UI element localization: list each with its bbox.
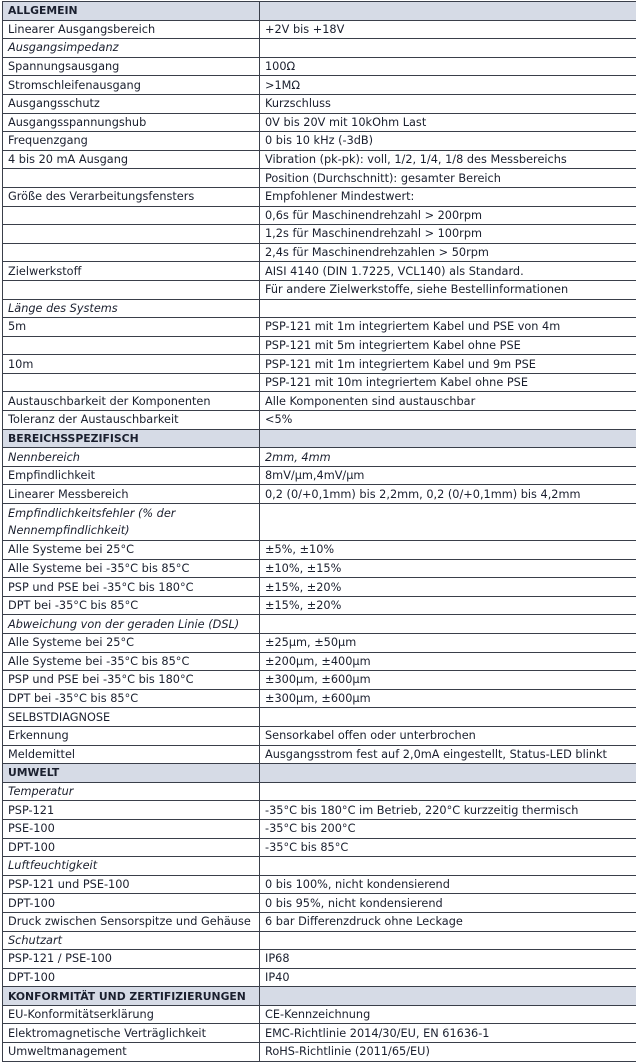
spec-row: [3, 894, 636, 913]
spec-label-cell: Stromschleifenausgang: [3, 76, 260, 95]
spec-row: [3, 150, 636, 169]
spec-row: [3, 838, 636, 857]
spec-row: [3, 76, 636, 95]
spec-label-cell: [3, 206, 260, 225]
spec-row: [3, 355, 636, 374]
spec-label-cell: UMWELT: [3, 764, 260, 783]
spec-value-cell: 0V bis 20V mit 10kOhm Last: [260, 113, 636, 132]
spec-label-cell: Ausgangsspannungshub: [3, 113, 260, 132]
section-header-row: [3, 764, 636, 783]
spec-value-cell: [260, 931, 636, 950]
spec-value-cell: >1MΩ: [260, 76, 636, 95]
spec-row: [3, 466, 636, 485]
spec-value-cell: 0 bis 95%, nicht kondensierend: [260, 894, 636, 913]
spec-row: [3, 1043, 636, 1062]
spec-label-cell: DPT-100: [3, 968, 260, 987]
spec-label-cell: Alle Systeme bei 25°C: [3, 541, 260, 560]
spec-row: [3, 634, 636, 653]
spec-row: [3, 113, 636, 132]
spec-row: [3, 801, 636, 820]
spec-label-cell: Größe des Verarbeitungsfensters: [3, 187, 260, 206]
spec-row: [3, 448, 636, 467]
spec-value-cell: [260, 764, 636, 783]
spec-row: [3, 1005, 636, 1024]
spec-row: [3, 541, 636, 560]
spec-row: [3, 652, 636, 671]
spec-value-cell: Vibration (pk-pk): voll, 1/2, 1/4, 1/8 des Messbereichs: [260, 150, 636, 169]
spec-value-cell: [260, 39, 636, 58]
spec-row: [3, 280, 636, 299]
spec-value-cell: -35°C bis 200°C: [260, 819, 636, 838]
spec-label-cell: PSP-121 / PSE-100: [3, 950, 260, 969]
spec-row: [3, 392, 636, 411]
spec-value-cell: EMC-Richtlinie 2014/30/EU, EN 61636-1: [260, 1024, 636, 1043]
spec-label-cell: [3, 373, 260, 392]
spec-label-cell: Toleranz der Austauschbarkeit: [3, 411, 260, 430]
spec-value-cell: [260, 615, 636, 634]
spec-value-cell: [260, 429, 636, 448]
spec-value-cell: PSP-121 mit 1m integriertem Kabel und PSE von 4m: [260, 318, 636, 337]
spec-label-cell: DPT bei -35°C bis 85°C: [3, 596, 260, 615]
spec-value-cell: [260, 708, 636, 727]
spec-value-cell: 0 bis 100%, nicht kondensierend: [260, 875, 636, 894]
spec-value-cell: -35°C bis 180°C im Betrieb, 220°C kurzzeitig thermisch: [260, 801, 636, 820]
spec-label-cell: PSP-121: [3, 801, 260, 820]
spec-row: [3, 726, 636, 745]
spec-row: [3, 671, 636, 690]
spec-label-cell: [3, 169, 260, 188]
spec-label-cell: [3, 225, 260, 244]
spec-label-cell: 4 bis 20 mA Ausgang: [3, 150, 260, 169]
spec-label-cell: Schutzart: [3, 931, 260, 950]
spec-value-cell: Sensorkabel offen oder unterbrochen: [260, 726, 636, 745]
spec-label-cell: [3, 280, 260, 299]
spec-label-cell: Druck zwischen Sensorspitze und Gehäuse: [3, 912, 260, 931]
spec-label-cell: KONFORMITÄT UND ZERTIFIZIERUNGEN: [3, 987, 260, 1006]
spec-value-cell: <5%: [260, 411, 636, 430]
spec-value-cell: ±5%, ±10%: [260, 541, 636, 560]
spec-value-cell: Ausgangsstrom fest auf 2,0mA eingestellt, Status-LED blinkt: [260, 745, 636, 764]
spec-value-cell: ±25µm, ±50µm: [260, 634, 636, 653]
spec-label-cell: Zielwerkstoff: [3, 262, 260, 281]
spec-row: [3, 689, 636, 708]
subheading-row: [3, 39, 636, 58]
spec-label-cell: Linearer Messbereich: [3, 485, 260, 504]
spec-label-cell: EU-Konformitätserklärung: [3, 1005, 260, 1024]
spec-row: [3, 1024, 636, 1043]
spec-row: [3, 875, 636, 894]
spec-label-cell: Luftfeuchtigkeit: [3, 857, 260, 876]
spec-value-cell: AISI 4140 (DIN 1.7225, VCL140) als Standard.: [260, 262, 636, 281]
spec-label-cell: DPT-100: [3, 838, 260, 857]
spec-value-cell: ±300µm, ±600µm: [260, 671, 636, 690]
spec-label-cell: Alle Systeme bei -35°C bis 85°C: [3, 559, 260, 578]
spec-label-cell: Empfindlichkeit: [3, 466, 260, 485]
spec-value-cell: 100Ω: [260, 57, 636, 76]
spec-label-cell: ALLGEMEIN: [3, 2, 260, 21]
spec-label-cell: Meldemittel: [3, 745, 260, 764]
spec-label-cell: DPT-100: [3, 894, 260, 913]
spec-row: [3, 912, 636, 931]
spec-value-cell: [260, 857, 636, 876]
spec-label-cell: Umweltmanagement: [3, 1043, 260, 1062]
spec-value-cell: 8mV/µm,4mV/µm: [260, 466, 636, 485]
subheading-row: [3, 857, 636, 876]
spec-label-cell: Alle Systeme bei 25°C: [3, 634, 260, 653]
spec-value-cell: PSP-121 mit 5m integriertem Kabel ohne PSE: [260, 336, 636, 355]
spec-row: [3, 243, 636, 262]
spec-value-cell: [260, 782, 636, 801]
spec-value-cell: ±300µm, ±600µm: [260, 689, 636, 708]
spec-label-cell: PSP und PSE bei -35°C bis 180°C: [3, 578, 260, 597]
spec-row: [3, 596, 636, 615]
section-header-row: [3, 987, 636, 1006]
spec-value-cell: ±10%, ±15%: [260, 559, 636, 578]
spec-value-cell: Alle Komponenten sind austauschbar: [260, 392, 636, 411]
spec-row: [3, 57, 636, 76]
spec-label-cell: [3, 336, 260, 355]
spec-value-cell: Empfohlener Mindestwert:: [260, 187, 636, 206]
spec-value-cell: 2mm, 4mm: [260, 448, 636, 467]
spec-value-cell: [260, 2, 636, 21]
spec-label-cell: PSE-100: [3, 819, 260, 838]
spec-label-cell: PSP-121 und PSE-100: [3, 875, 260, 894]
spec-label-cell: Alle Systeme bei -35°C bis 85°C: [3, 652, 260, 671]
spec-value-cell: 0,2 (0/+0,1mm) bis 2,2mm, 0,2 (0/+0,1mm) bis 4,2mm: [260, 485, 636, 504]
spec-value-cell: ±200µm, ±400µm: [260, 652, 636, 671]
spec-row: [3, 94, 636, 113]
spec-value-cell: PSP-121 mit 1m integriertem Kabel und 9m PSE: [260, 355, 636, 374]
spec-row: [3, 318, 636, 337]
spec-row: [3, 169, 636, 188]
spec-value-cell: RoHS-Richtlinie (2011/65/EU): [260, 1043, 636, 1062]
spec-label-cell: Empfindlichkeitsfehler (% der Nennempfindlichkeit): [3, 504, 260, 541]
spec-label-cell: Temperatur: [3, 782, 260, 801]
spec-row: [3, 132, 636, 151]
spec-value-cell: [260, 504, 636, 541]
spec-label-cell: Abweichung von der geraden Linie (DSL): [3, 615, 260, 634]
spec-row: [3, 336, 636, 355]
spec-row: [3, 578, 636, 597]
subheading-row: [3, 504, 636, 541]
spec-row: [3, 411, 636, 430]
spec-label-cell: Länge des Systems: [3, 299, 260, 318]
spec-row: [3, 225, 636, 244]
spec-row: [3, 187, 636, 206]
spec-label-cell: [3, 243, 260, 262]
spec-value-cell: +2V bis +18V: [260, 20, 636, 39]
spec-label-cell: SELBSTDIAGNOSE: [3, 708, 260, 727]
spec-label-cell: DPT bei -35°C bis 85°C: [3, 689, 260, 708]
spec-row: [3, 20, 636, 39]
spec-label-cell: Austauschbarkeit der Komponenten: [3, 392, 260, 411]
spec-row: [3, 559, 636, 578]
spec-value-cell: -35°C bis 85°C: [260, 838, 636, 857]
spec-value-cell: ±15%, ±20%: [260, 578, 636, 597]
subheading-row: [3, 299, 636, 318]
specification-table-body: [3, 2, 636, 1062]
spec-row: [3, 819, 636, 838]
spec-label-cell: Frequenzgang: [3, 132, 260, 151]
spec-value-cell: IP68: [260, 950, 636, 969]
section-header-row: [3, 2, 636, 21]
spec-value-cell: [260, 299, 636, 318]
spec-label-cell: Elektromagnetische Verträglichkeit: [3, 1024, 260, 1043]
spec-value-cell: 2,4s für Maschinendrehzahlen > 50rpm: [260, 243, 636, 262]
spec-label-cell: PSP und PSE bei -35°C bis 180°C: [3, 671, 260, 690]
spec-value-cell: Position (Durchschnitt): gesamter Bereich: [260, 169, 636, 188]
spec-row: [3, 968, 636, 987]
spec-label-cell: Spannungsausgang: [3, 57, 260, 76]
spec-row: [3, 745, 636, 764]
section-header-row: [3, 429, 636, 448]
subheading-row: [3, 782, 636, 801]
spec-value-cell: Für andere Zielwerkstoffe, siehe Bestellinformationen: [260, 280, 636, 299]
subheading-row: [3, 615, 636, 634]
spec-label-cell: Ausgangsschutz: [3, 94, 260, 113]
spec-value-cell: CE-Kennzeichnung: [260, 1005, 636, 1024]
spec-label-cell: Linearer Ausgangsbereich: [3, 20, 260, 39]
spec-row: [3, 206, 636, 225]
spec-label-cell: 10m: [3, 355, 260, 374]
spec-value-cell: Kurzschluss: [260, 94, 636, 113]
spec-row: [3, 950, 636, 969]
spec-label-cell: 5m: [3, 318, 260, 337]
spec-row: [3, 708, 636, 727]
subheading-row: [3, 931, 636, 950]
spec-value-cell: 1,2s für Maschinendrehzahl > 100rpm: [260, 225, 636, 244]
spec-value-cell: IP40: [260, 968, 636, 987]
spec-row: [3, 485, 636, 504]
spec-row: [3, 373, 636, 392]
specification-table: [2, 1, 636, 1062]
spec-value-cell: 0 bis 10 kHz (-3dB): [260, 132, 636, 151]
spec-label-cell: Erkennung: [3, 726, 260, 745]
spec-label-cell: BEREICHSSPEZIFISCH: [3, 429, 260, 448]
spec-value-cell: 6 bar Differenzdruck ohne Leckage: [260, 912, 636, 931]
spec-label-cell: Nennbereich: [3, 448, 260, 467]
spec-row: [3, 262, 636, 281]
spec-value-cell: [260, 987, 636, 1006]
spec-value-cell: 0,6s für Maschinendrehzahl > 200rpm: [260, 206, 636, 225]
spec-value-cell: ±15%, ±20%: [260, 596, 636, 615]
spec-label-cell: Ausgangsimpedanz: [3, 39, 260, 58]
spec-value-cell: PSP-121 mit 10m integriertem Kabel ohne PSE: [260, 373, 636, 392]
